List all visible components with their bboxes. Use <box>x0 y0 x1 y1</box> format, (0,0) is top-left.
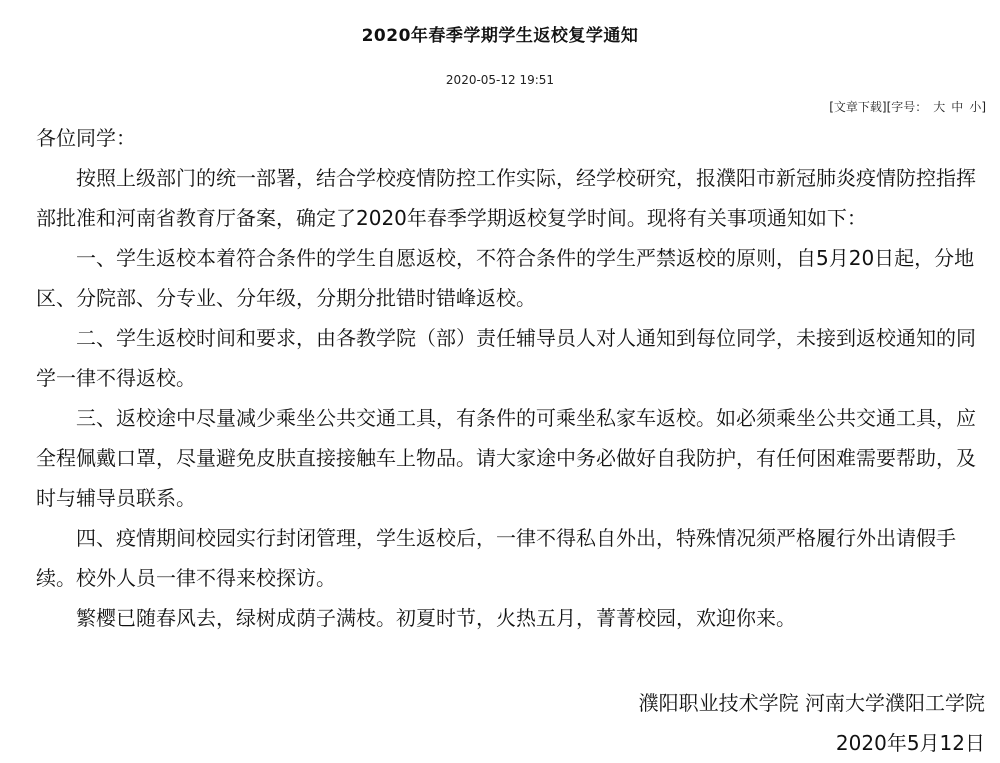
article-title: 2020年春季学期学生返校复学通知 <box>361 26 639 46</box>
paragraph-item-4: 四、疫情期间校园实行封闭管理，学生返校后，一律不得私自外出，特殊情况须严格履行外出请假手续。校外人员一律不得来校探访。 <box>36 526 956 590</box>
paragraph-item-1: 一、学生返校本着符合条件的学生自愿返校，不符合条件的学生严禁返校的原则，自5月20日起，分地区、分院部、分专业、分年级，分期分批错时错峰返校。 <box>36 246 975 310</box>
paragraph-closing: 繁樱已随春风去，绿树成荫子满枝。初夏时节，火热五月，菁菁校园，欢迎你来。 <box>76 606 796 630</box>
greeting: 各位同学： <box>36 126 136 150</box>
font-size-small-button[interactable]: 小] <box>969 100 986 114</box>
font-size-large-button[interactable]: 大 <box>933 100 946 114</box>
download-link[interactable]: [文章下载] <box>829 100 887 114</box>
paragraph-item-3: 三、返校途中尽量减少乘坐公共交通工具，有条件的可乘坐私家车返校。如必须乘坐公共交通工具，应全程佩戴口罩，尽量避免皮肤直接接触车上物品。请大家途中务必做好自我防护，有任何困难需要帮助，及时与辅导员联系。 <box>36 406 976 510</box>
paragraph-intro: 按照上级部门的统一部署，结合学校疫情防控工作实际，经学校研究，报濮阳市新冠肺炎疫情防控指挥部批准和河南省教育厅备案，确定了2020年春季学期返校复学时间。现将有关事项通知如下： <box>36 166 976 230</box>
publish-date: 2020-05-12 19:51 <box>445 73 555 87</box>
font-size-medium-button[interactable]: 中 <box>951 100 964 114</box>
font-size-label: [字号： <box>886 100 928 114</box>
signature-date: 2020年5月12日 <box>835 731 985 755</box>
signature-org: 濮阳职业技术学院 河南大学濮阳工学院 <box>638 691 985 715</box>
article-tools <box>829 98 986 115</box>
paragraph-item-2: 二、学生返校时间和要求，由各教学院（部）责任辅导员人对人通知到每位同学，未接到返校通知的同学一律不得返校。 <box>36 326 976 390</box>
signature-block <box>639 683 985 763</box>
article-body <box>36 118 976 638</box>
